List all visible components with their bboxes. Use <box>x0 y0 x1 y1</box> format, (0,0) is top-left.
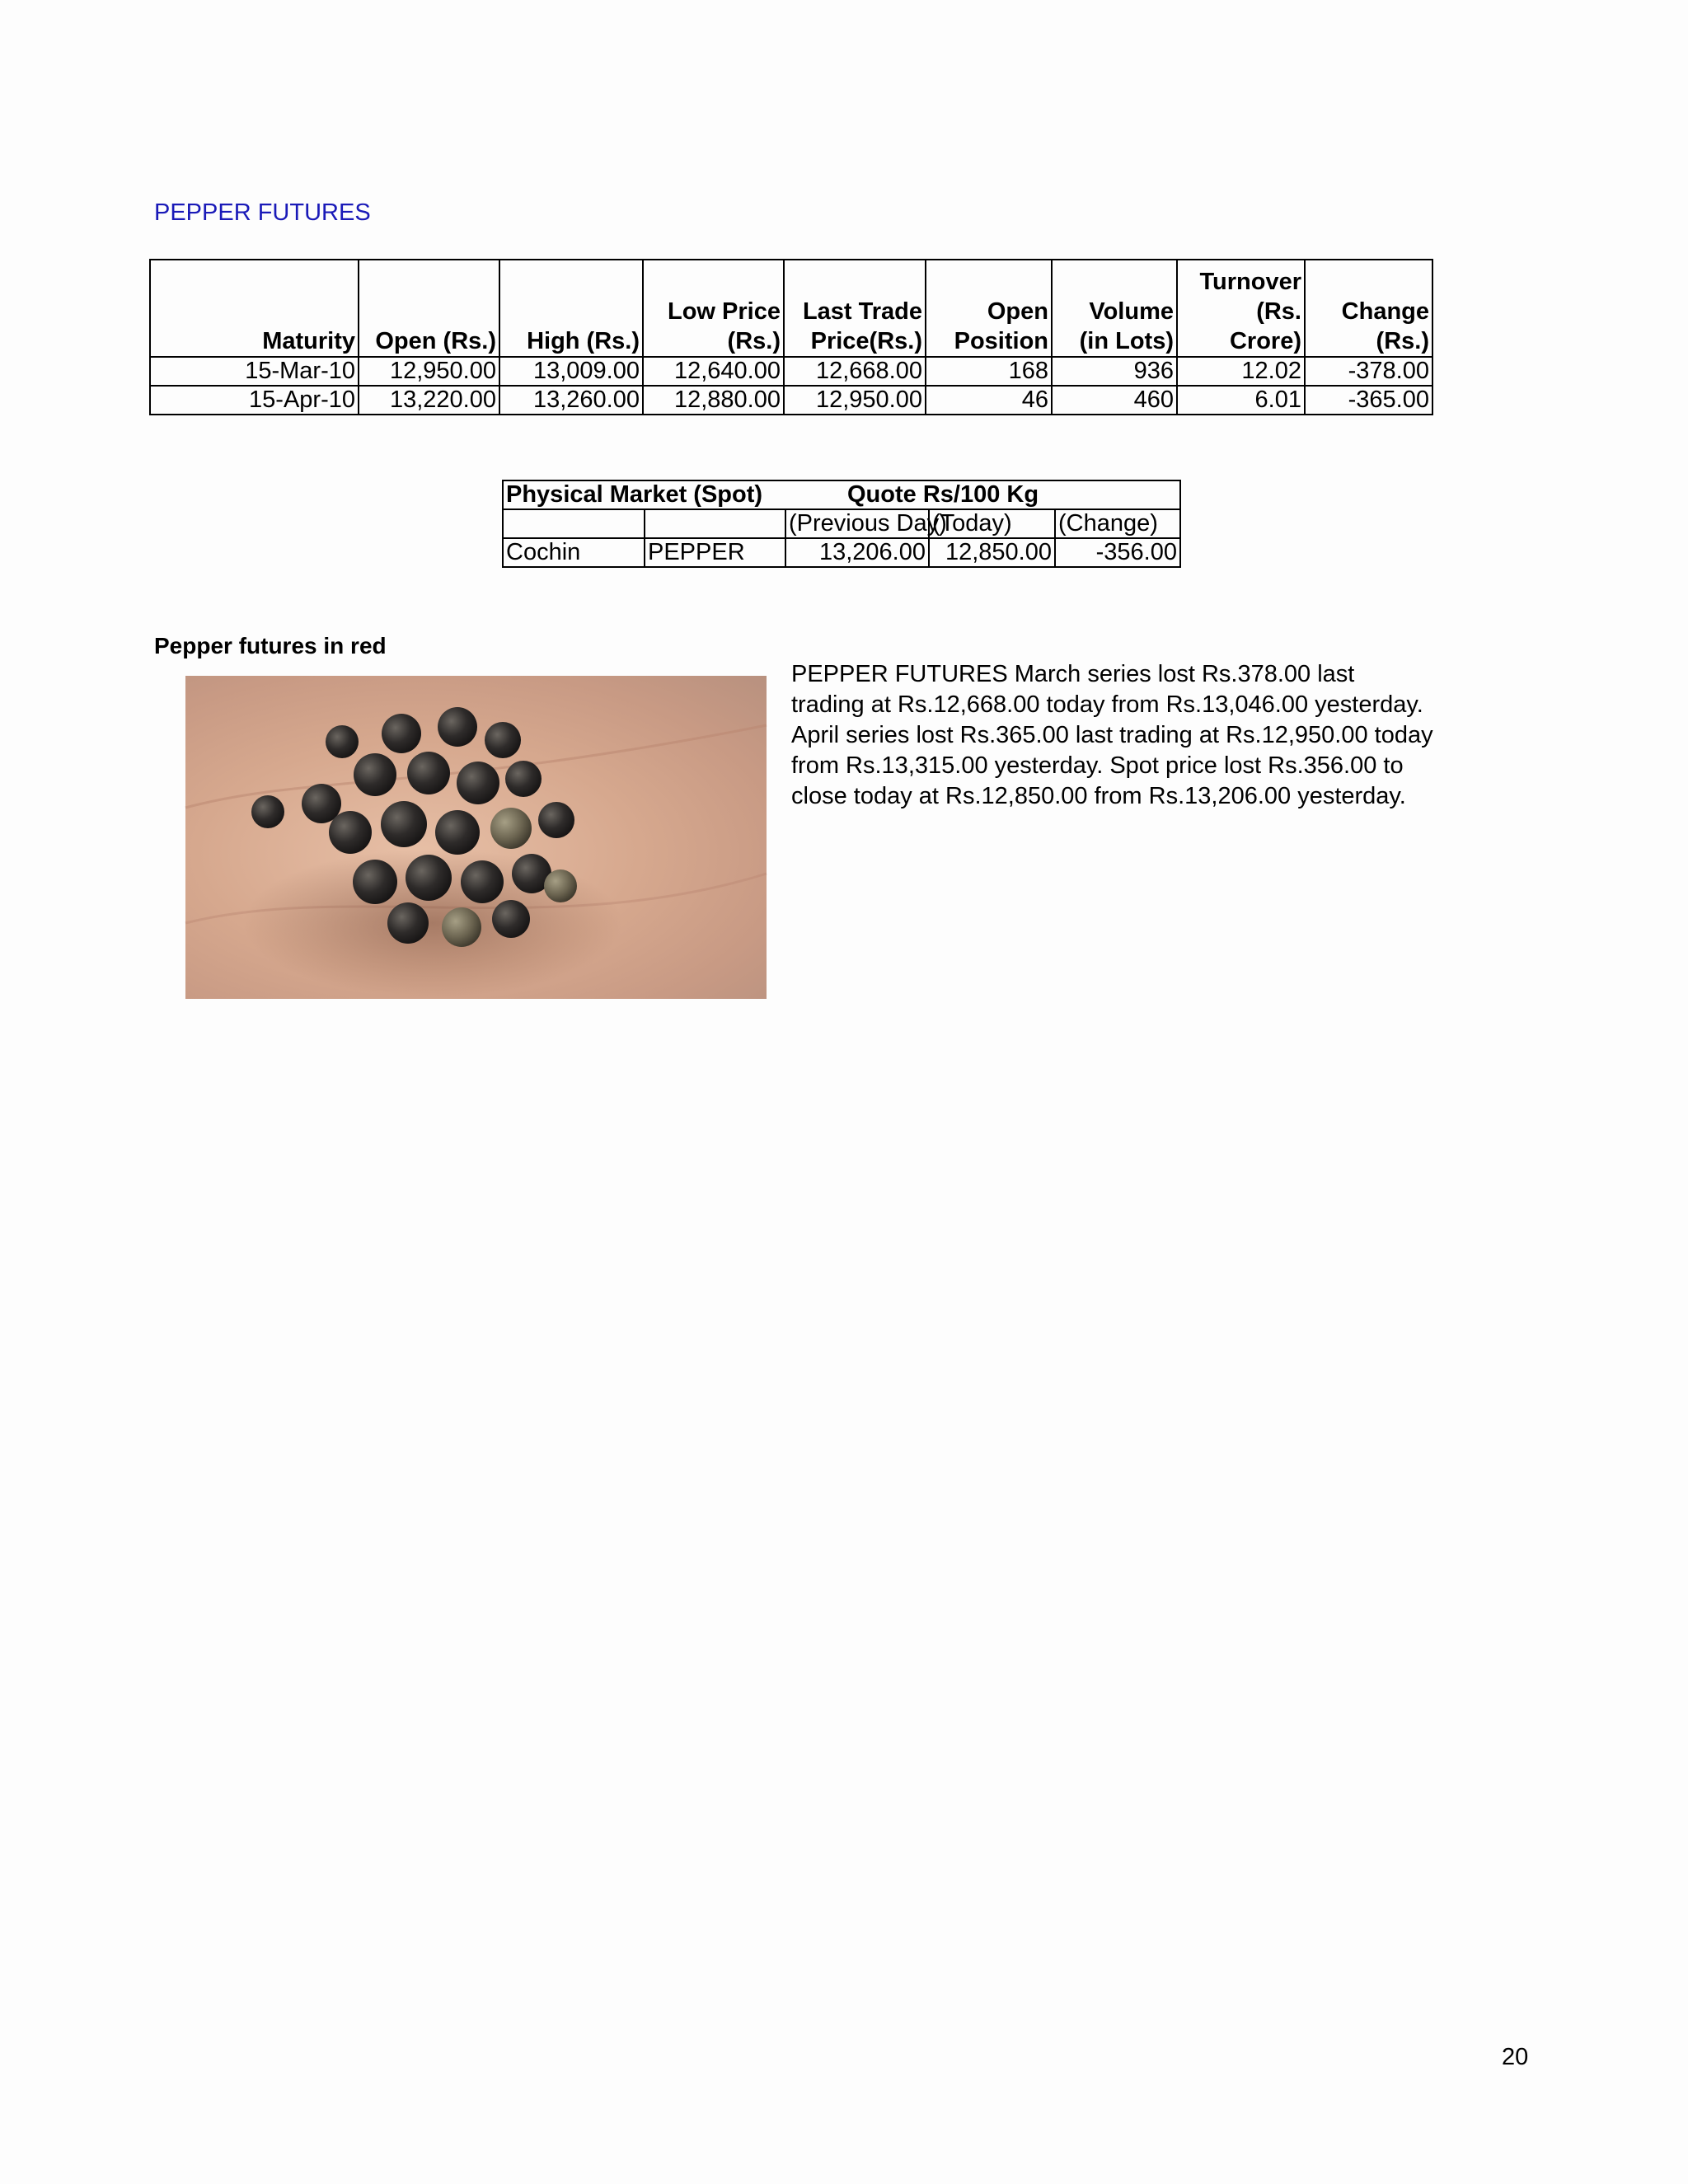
table-row <box>503 538 1180 567</box>
header-turnover: Turnover (Rs. Crore) <box>1177 260 1305 357</box>
cell-high: 13,260.00 <box>499 386 643 415</box>
header-open: Open (Rs.) <box>359 260 499 357</box>
cell-last-trade: 12,668.00 <box>784 357 926 386</box>
spot-subheader-change: (Change) <box>1055 509 1180 538</box>
futures-table <box>149 259 1433 415</box>
spot-cell-change: -356.00 <box>1055 538 1180 567</box>
cell-turnover: 12.02 <box>1177 357 1305 386</box>
cell-low: 12,880.00 <box>643 386 784 415</box>
cell-open: 13,220.00 <box>359 386 499 415</box>
cell-volume: 460 <box>1052 386 1177 415</box>
cell-change: -365.00 <box>1305 386 1432 415</box>
spot-cell-today: 12,850.00 <box>929 538 1055 567</box>
spot-title: Physical Market (Spot) <box>503 480 785 509</box>
header-volume: Volume (in Lots) <box>1052 260 1177 357</box>
peppercorns-image <box>185 676 767 999</box>
cell-open-position: 46 <box>926 386 1052 415</box>
image-caption: Pepper futures in red <box>154 633 387 658</box>
header-open-position: Open Position <box>926 260 1052 357</box>
cell-maturity: 15-Mar-10 <box>150 357 359 386</box>
spot-cell-previous: 13,206.00 <box>785 538 929 567</box>
futures-header-row <box>150 260 1432 357</box>
spot-quote-label: Quote Rs/100 Kg <box>785 480 1180 509</box>
cell-low: 12,640.00 <box>643 357 784 386</box>
spot-subheader-today: (Today) <box>929 509 1055 538</box>
table-row <box>150 357 1432 386</box>
spot-cell-commodity: PEPPER <box>645 538 785 567</box>
spot-cell-location: Cochin <box>503 538 645 567</box>
spot-market-table <box>502 480 1181 568</box>
cell-change: -378.00 <box>1305 357 1432 386</box>
market-commentary: PEPPER FUTURES March series lost Rs.378.00 last trading at Rs.12,668.00 today from Rs.13,046.00 yesterday. April series lost Rs.365.00 last trading at Rs.12,950.00 today from Rs.13,315.00 yesterday. Spot price lost Rs.356.00 to close today at Rs.12,850.00 from Rs.13,206.00 yesterday. <box>791 661 1433 809</box>
cell-open-position: 168 <box>926 357 1052 386</box>
cell-high: 13,009.00 <box>499 357 643 386</box>
cell-open: 12,950.00 <box>359 357 499 386</box>
header-low: Low Price (Rs.) <box>643 260 784 357</box>
cell-last-trade: 12,950.00 <box>784 386 926 415</box>
pepper-photo <box>185 676 767 999</box>
spot-empty-cell <box>645 509 785 538</box>
spot-subheader-row <box>503 509 1180 538</box>
header-high: High (Rs.) <box>499 260 643 357</box>
spot-header-row <box>503 480 1180 509</box>
spot-empty-cell <box>503 509 645 538</box>
page-number: 20 <box>1502 2044 1529 2070</box>
header-change: Change (Rs.) <box>1305 260 1432 357</box>
cell-maturity: 15-Apr-10 <box>150 386 359 415</box>
header-maturity: Maturity <box>150 260 359 357</box>
section-title: PEPPER FUTURES <box>154 199 371 226</box>
spot-subheader-previous: (Previous Day) <box>785 509 929 538</box>
header-last-trade: Last Trade Price(Rs.) <box>784 260 926 357</box>
cell-volume: 936 <box>1052 357 1177 386</box>
table-row <box>150 386 1432 415</box>
cell-turnover: 6.01 <box>1177 386 1305 415</box>
